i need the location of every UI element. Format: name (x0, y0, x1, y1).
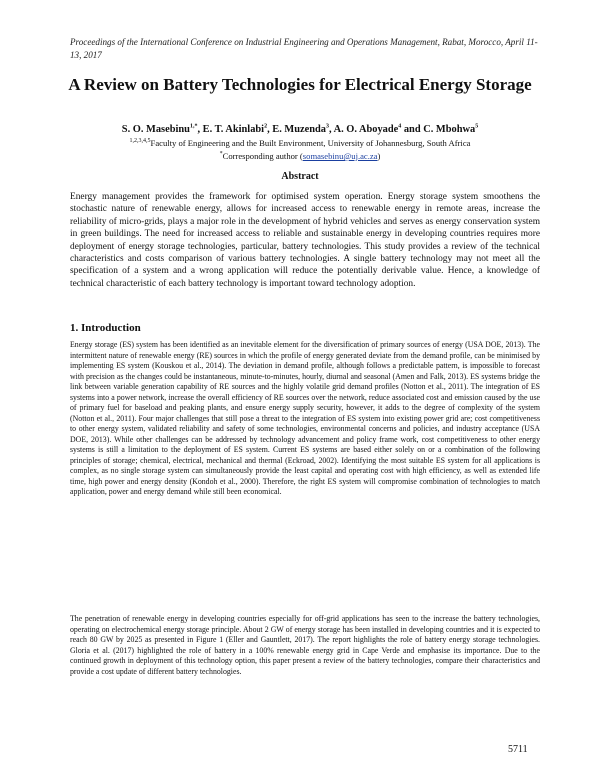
paragraph: Energy storage (ES) system has been identified as an inevitable element for the diversification of primary sources of energy (USA DOE, 2013). The intermittent nature of renewable energy (RE) sources in which the profile of energy generated deviate from the demand profile, can be minimised by implementing ES system (Kouskou et al., 2014). The deviation in demand profile, although follows a predictable pattern, is impossible to forecast with precision as the changes could be instantaneous, minute-to-minutes, hourly, diurnal and seasonal (Amen and Falk, 2013). ES systems bridge the link between variable generation capability of RE sources and the highly volatile grid demand profiles (Notton et al., 2011). The integration of ES systems into a power network, increase the overall efficiency of RE sources over the network, reduce associated cost and emission caused by the use of primary fuel for baseload and peaking plants, and ensure energy supply security, however, it adds to the degree of complexity of the system (Notton et al., 2011). Four major challenges that still pose a threat to the integration of ES system into existing power grid are; cost competitiveness to other energy system, validated reliability and safety of some technologies, environmental concerns and policies, and industry acceptance (USA DOE, 2013). While other challenges can be addressed by technology advancement and policy frame work, cost competitiveness to other energy systems is still a limitation to the deployment of ES system. Current ES systems are based either solely on or a combination of the following principles of storage; chemical, electrical, mechanical and thermal (Eckroad, 2002). Identifying the most suitable ES system for all applications is complex, as no single storage system can simultaneously provide the least capital and operating cost with high efficiency, as well as extended life time, high power and energy density (Kondoh et al., 2000). Therefore, the right ES system will compromise combination of technologies to match application, power and energy demand while still been economical. (70, 340, 540, 496)
proceedings-header: Proceedings of the International Conference on Industrial Engineering and Operations Management, Rabat, Morocco, April 11-13, 2017 (70, 37, 538, 60)
corresponding-author: *Corresponding author (somasebinu@uj.ac.za) (219, 151, 381, 161)
section-heading-introduction: 1. Introduction (70, 322, 141, 334)
author: E. T. Akinlabi$^2$, (202, 123, 273, 135)
paper-title: A Review on Battery Technologies for Electrical Energy Storage (68, 75, 532, 94)
author: E. Muzenda$^3$, (272, 123, 334, 135)
author: S. O. Masebinu$^{1,*}$, (121, 123, 203, 135)
paragraph: The penetration of renewable energy in developing countries especially for off-grid applications has seen to the increase the battery technologies, operating on electrochemical energy storage principle. About 2 GW of energy storage has been installed in developing countries and it is expected to reach 80 GW by 2025 as presented in Figure 1 (Eller and Gauntlett, 2017). The report highlights the role of battery energy storage technologies. Gloria et al. (2017) highlighted the role of battery in a 100% renewable energy grid in Cape Verde and emphasise its importance. Due to the continued growth in deployment of this technology option, this paper present a review of the battery technologies, compare their characteristics and provide a cost update of different battery technologies. (70, 614, 540, 676)
affiliation: $^{1,2,3,4,5}$Faculty of Engineering and the Built Environment, University of Johannesburg, South Africa (129, 138, 471, 148)
email-link[interactable]: somasebinu@uj.ac.za (302, 151, 378, 161)
author-list (60, 123, 540, 136)
abstract-text: Energy management provides the framework for optimised system operation. Energy storage system smoothens the stochastic nature of renewable energy, allows for increased access to renewable energy in remote areas, increase the reliability of micro-grids, plays a major role in the development of hybrid vehicles and serves as energy conservation system in green buildings. The need for increased access to reliable and sustainable energy in developing countries requires more deployment of energy storage technologies, particular, battery technologies. This study provides a review of the technical characteristics and costs comparison of various battery technologies. A single battery technology may not meet all the specification of a system and a wrong application will reduce the potentially derivable value. Hence, a knowledge of technical characteristic of each battery technology is important toward technology adoption. (70, 192, 540, 289)
author: C. Mbohwa$^5$ (423, 123, 479, 135)
abstract-heading: Abstract (281, 171, 319, 182)
author: A. O. Aboyade$^4$ and (333, 123, 424, 135)
page-number: 5711 (508, 744, 528, 755)
